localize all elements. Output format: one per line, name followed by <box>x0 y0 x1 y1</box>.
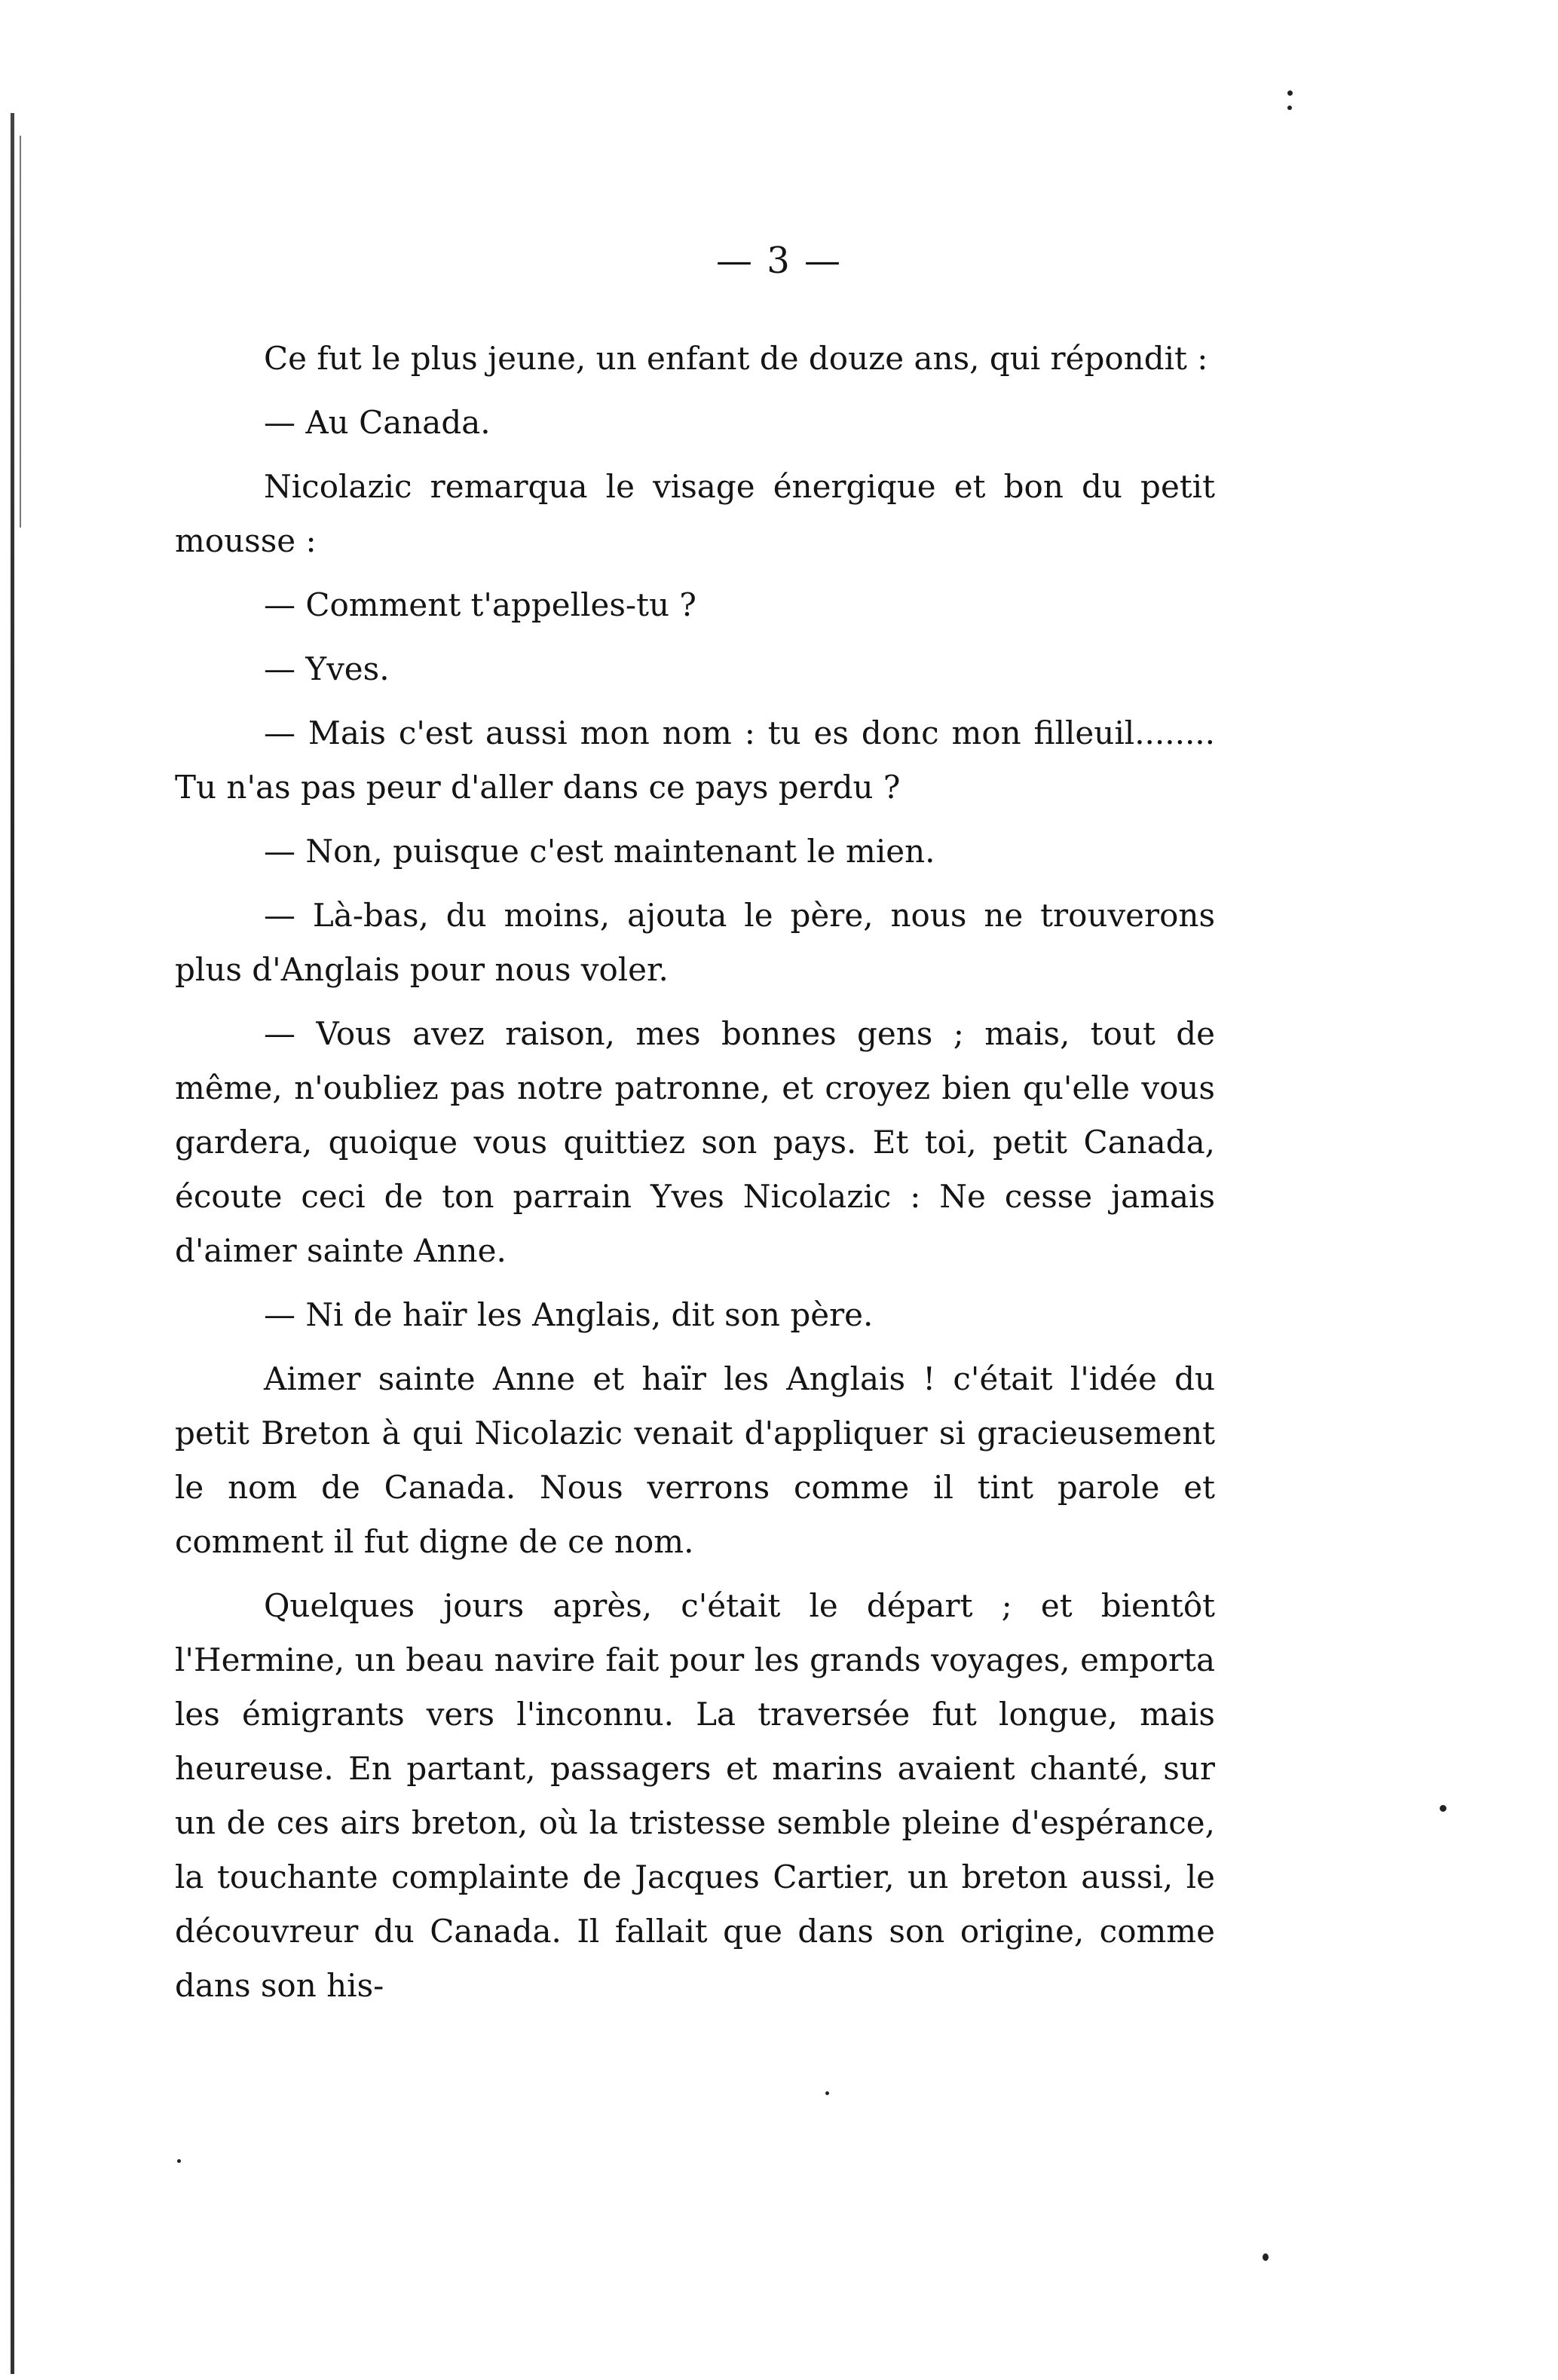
paragraph: Quelques jours après, c'était le départ ; et bientôt l'Hermine, un beau navire fait pour les grands voyages, emporta les émigrants vers l'inconnu. La traversée fut longue, mais heureuse. En partant, passagers et marins avaient chanté, sur un de ces airs breton, où la tristesse semble pleine d'espérance, la touchante complainte de Jacques Cartier, un breton aussi, le découvreur du Canada. Il fallait que dans son origine, comme dans son his- <box>175 1587 1215 2004</box>
print-speck <box>1263 2253 1269 2261</box>
dialogue-line: — Comment t'appelles-tu ? <box>264 586 696 623</box>
dialogue-line: — Au Canada. <box>264 404 491 441</box>
dialogue-line: — Là-bas, du moins, ajouta le père, nous ne trouverons plus d'Anglais pour nous voler. <box>175 897 1215 988</box>
page-binding-edge <box>11 113 14 2374</box>
dialogue-line: — Mais c'est aussi mon nom : tu es donc mon filleuil........ Tu n'as pas peur d'aller dans ce pays perdu ? <box>175 714 1215 806</box>
paragraph: Aimer sainte Anne et haïr les Anglais ! c'était l'idée du petit Breton à qui Nicolazic venait d'appliquer si gracieusement le nom de Canada. Nous verrons comme il tint parole et comment il fut digne de ce nom. <box>175 1360 1215 1560</box>
paragraph: Nicolazic remarqua le visage énergique et bon du petit mousse : <box>175 468 1215 559</box>
dialogue-line: — Yves. <box>264 650 390 687</box>
dialogue-line: — Ni de haïr les Anglais, dit son père. <box>264 1296 874 1333</box>
page-binding-shadow <box>20 136 21 528</box>
print-speck <box>177 2159 181 2163</box>
print-speck <box>1287 90 1293 96</box>
dialogue-line: — Non, puisque c'est maintenant le mien. <box>264 833 935 870</box>
paragraph: Ce fut le plus jeune, un enfant de douze ans, qui répondit : <box>264 340 1208 377</box>
dialogue-line: — Vous avez raison, mes bonnes gens ; mais, tout de même, n'oubliez pas notre patronne, et croyez bien qu'elle vous gardera, quoique vous quittiez son pays. Et toi, petit Canada, écoute ceci de ton parrain Yves Nicolazic : Ne cesse jamais d'aimer sainte Anne. <box>175 1015 1215 1269</box>
print-speck <box>825 2091 829 2095</box>
body-text <box>175 332 1215 2013</box>
page-number: — 3 — <box>715 240 843 282</box>
print-speck <box>1440 1805 1446 1812</box>
print-speck <box>1287 106 1292 110</box>
